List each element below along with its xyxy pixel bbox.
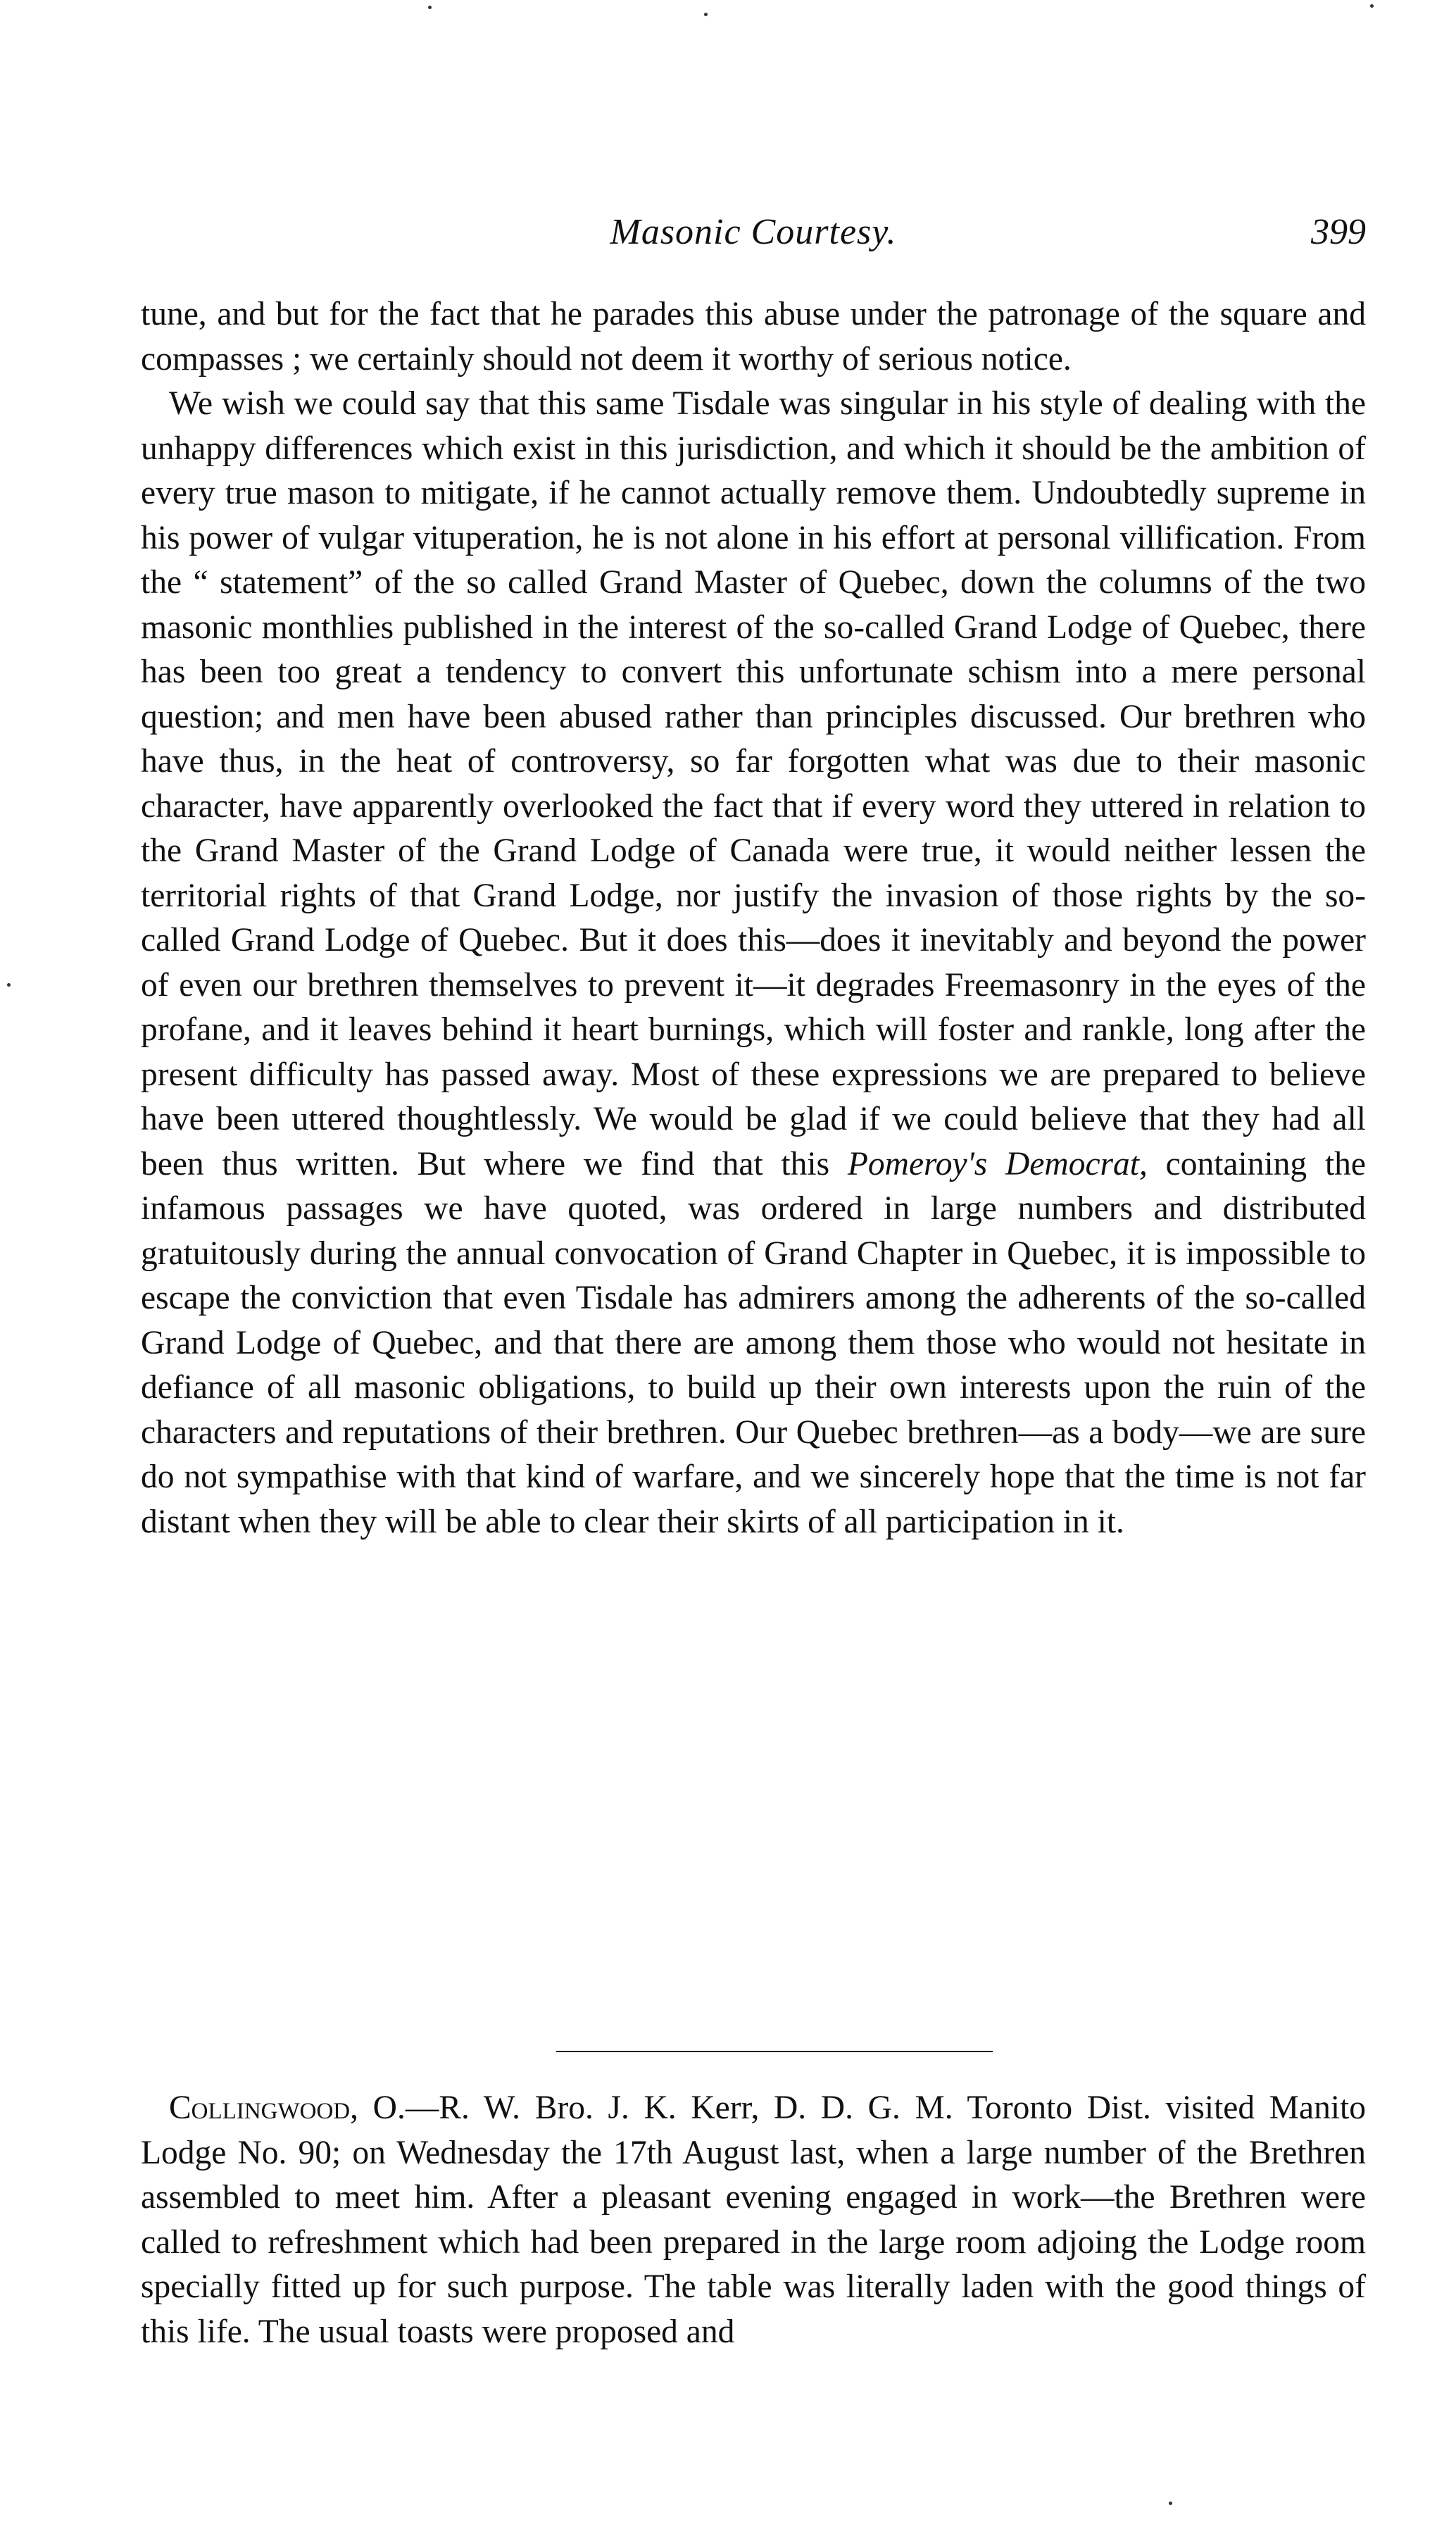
- print-speck: [428, 6, 432, 9]
- paragraph-main-text: We wish we could say that this same Tisdale was singular in his style of dealing with the unhappy differences which exist in this jurisdiction, and which it should be the ambition of every true mason to mitigate, if he cannot actually remove them. Undoubtedly supreme in his power of vulgar vituperation, he is not alone in his effort at personal villification. From the “ statement” of the so called Grand Master of Quebec, down the columns of the two masonic monthlies published in the interest of the so-called Grand Lodge of Quebec, there has been too great a tendency to convert this unfortunate schism into a mere personal question; and men have been abused rather than principles discussed. Our brethren who have thus, in the heat of controversy, so far forgotten what was due to their masonic character, have apparently overlooked the fact that if every word they uttered in relation to the Grand Master of the Grand Lodge of Canada were true, it would neither lessen the territorial rights of that Grand Lodge, nor justify the invasion of those rights by the so-called Grand Lodge of Quebec. But it does this—does it inevitably and beyond the power of even our brethren themselves to prevent it—it degrades Freemasonry in the eyes of the profane, and it leaves behind it heart burnings, which will foster and rankle, long after the present difficulty has passed away. Most of these expressions we are prepared to believe have been uttered thoughtlessly. We would be glad if we could believe that they had all been thus written. But where we find that this: [141, 385, 1366, 1182]
- paragraph-main-text-rest: containing the infamous passages we have quoted, was ordered in large numbers and distributed gratuitously during the annual convocation of Grand Chapter in Quebec, it is impossible to escape the conviction that even Tisdale has admirers among the adherents of the so-called Grand Lodge of Quebec, and that there are among them those who would not hesitate in defiance of all masonic obligations, to build up their own interests upon the ruin of the characters and reputations of their brethren. Our Quebec brethren—as a body—we are sure do not sympathise with that kind of warfare, and we sincerely hope that the time is not far distant when they will be able to clear their skirts of all participation in it.: [141, 1145, 1366, 1540]
- section-divider: [556, 2051, 993, 2052]
- print-speck: [1370, 4, 1374, 8]
- print-speck: [1169, 2502, 1172, 2505]
- running-title: Masonic Courtesy.: [610, 212, 897, 252]
- lodge-news-text: O.—R. W. Bro. J. K. Kerr, D. D. G. M. Toronto Dist. visited Manito Lodge No. 90; on Wednesday the 17th August last, when a large number of the Brethren assembled to meet him. After a pleasant evening engaged in work—the Brethren were called to refreshment which had been prepared in the large room adjoing the Lodge room specially fitted up for such purpose. The table was literally laden with the good things of this life. The usual toasts were proposed and: [141, 2090, 1366, 2350]
- dateline-place: Collingwood,: [169, 2090, 358, 2126]
- publication-title: Pomeroy's Democrat,: [847, 1145, 1148, 1182]
- print-speck: [7, 983, 11, 987]
- article-body: [141, 292, 1366, 1544]
- running-header: [141, 211, 1366, 275]
- paragraph-continuation: tune, and but for the fact that he parades this abuse under the patronage of the square and compasses ; we certainly should not deem it worthy of serious notice.: [141, 296, 1366, 377]
- paragraph-main: [141, 382, 1366, 1544]
- lodge-news-paragraph: [141, 2086, 1366, 2354]
- lodge-news-section: [141, 2086, 1366, 2354]
- page-number: 399: [1311, 212, 1366, 252]
- print-speck: [704, 13, 708, 16]
